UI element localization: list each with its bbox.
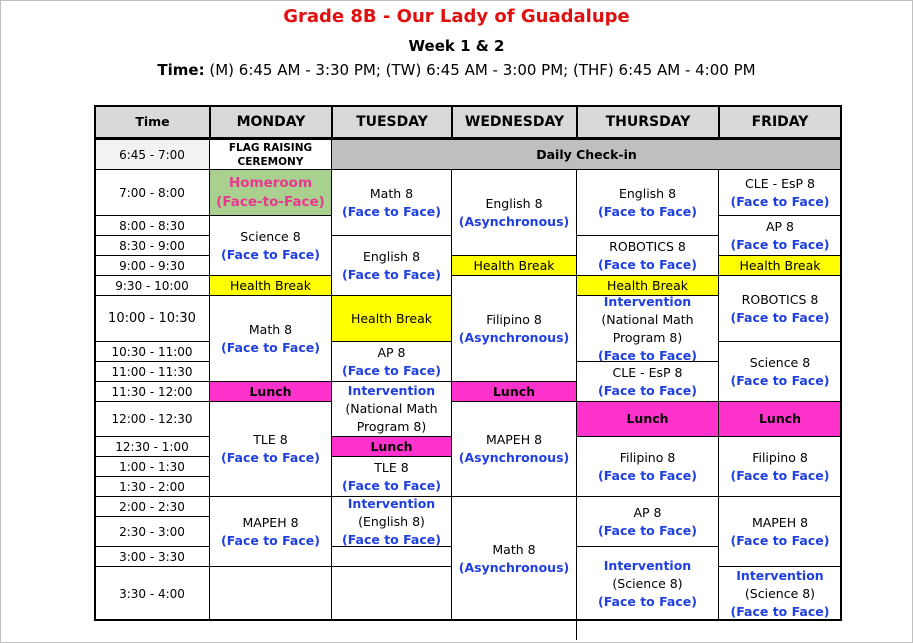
subject-name: MAPEH 8 xyxy=(242,514,299,530)
week-label: Week 1 & 2 xyxy=(408,37,505,55)
subject-mode: (Asynchronous) xyxy=(458,559,570,575)
monday-empty xyxy=(209,566,332,621)
homeroom-mode: (Face-to-Face) xyxy=(216,193,325,210)
subject-name: Filipino 8 xyxy=(752,449,808,465)
flag-raising-cell xyxy=(209,139,332,170)
homeroom-label: Homeroom xyxy=(228,174,313,191)
time-slot: 7:00 - 8:00 xyxy=(94,169,210,216)
time-slot: 3:30 - 4:00 xyxy=(94,566,210,621)
subject-mode: (Face to Face) xyxy=(342,362,441,378)
subject-name: TLE 8 xyxy=(253,432,288,447)
friday-cle-esp xyxy=(718,169,842,216)
wednesday-english xyxy=(451,169,577,256)
subject-name: AP 8 xyxy=(377,344,406,360)
header-tuesday: TUESDAY xyxy=(331,105,453,139)
friday-mapeh xyxy=(718,496,842,567)
subject-name: ROBOTICS 8 xyxy=(609,238,686,254)
subject-mode: (Face to Face) xyxy=(730,236,830,252)
time-slot: 3:00 - 3:30 xyxy=(94,546,210,567)
subject-mode: (Face to Face) xyxy=(730,532,830,548)
monday-mapeh xyxy=(209,496,332,567)
subject-name: MAPEH 8 xyxy=(751,514,809,530)
monday-lunch: Lunch xyxy=(209,381,332,402)
subject-mode: (Asynchronous) xyxy=(458,450,570,465)
friday-filipino xyxy=(718,436,842,497)
header-time: Time xyxy=(94,105,211,139)
subject-mode: (Face to Face) xyxy=(598,203,697,219)
time-slot: 1:00 - 1:30 xyxy=(94,456,210,477)
subject-name: Science 8 xyxy=(240,228,301,244)
wednesday-filipino xyxy=(451,275,577,382)
subject-mode: (Asynchronous) xyxy=(458,329,570,345)
subject-name: Filipino 8 xyxy=(619,449,676,465)
thursday-intervention-science xyxy=(576,546,719,621)
friday-lunch: Lunch xyxy=(718,401,842,437)
intervention-label: Intervention xyxy=(347,383,436,398)
subject-mode: (Face to Face) xyxy=(598,382,697,398)
schedule-title: Grade 8B - Our Lady of Guadalupe xyxy=(283,6,630,27)
subject-name: Filipino 8 xyxy=(486,311,542,327)
monday-health-break: Health Break xyxy=(209,275,332,296)
thursday-intervention-nmp xyxy=(576,295,719,362)
tuesday-math xyxy=(331,169,452,236)
monday-tle xyxy=(209,401,332,497)
time-slot: 6:45 - 7:00 xyxy=(94,139,210,170)
subject-name: English 8 xyxy=(362,248,421,264)
time-slot: 12:30 - 1:00 xyxy=(94,436,210,457)
tuesday-intervention-nmp xyxy=(331,381,452,437)
time-slot: 8:00 - 8:30 xyxy=(94,215,210,236)
thursday-divider-tail xyxy=(576,621,577,640)
time-summary-text: (M) 6:45 AM - 3:30 PM; (TW) 6:45 AM - 3:00 PM; (THF) 6:45 AM - 4:00 PM xyxy=(204,61,756,79)
subject-mode: (Face to Face) xyxy=(730,372,830,388)
subject-mode: (Face to Face) xyxy=(598,347,697,362)
subject-name: Math 8 xyxy=(248,321,293,337)
time-slot: 8:30 - 9:00 xyxy=(94,235,210,256)
subject-name: Science 8 xyxy=(749,354,811,370)
intervention-detail: (National Math xyxy=(601,311,694,327)
tuesday-health-break: Health Break xyxy=(331,295,452,342)
intervention-label: Intervention xyxy=(603,557,692,573)
subject-mode: (Face to Face) xyxy=(598,256,697,272)
subject-mode: (Face to Face) xyxy=(221,532,320,548)
subject-mode: (Face to Face) xyxy=(730,193,830,209)
subject-name: English 8 xyxy=(485,195,543,211)
subject-mode: (Face to Face) xyxy=(730,603,830,619)
intervention-label: Intervention xyxy=(736,567,824,583)
friday-ap xyxy=(718,215,842,256)
subject-mode: (Face to Face) xyxy=(730,309,830,325)
thursday-robotics xyxy=(576,235,719,276)
flag-raising-line1: FLAG RAISING xyxy=(228,141,313,154)
subject-mode: (Face to Face) xyxy=(730,467,830,483)
intervention-label: Intervention xyxy=(347,496,436,511)
subject-mode: (Face to Face) xyxy=(342,477,441,493)
time-summary xyxy=(0,61,913,79)
subject-mode: (Face to Face) xyxy=(221,246,320,262)
time-slot: 2:00 - 2:30 xyxy=(94,496,210,517)
subject-name: Math 8 xyxy=(369,185,414,201)
flag-raising-line2: CEREMONY xyxy=(237,155,304,168)
tuesday-lunch: Lunch xyxy=(331,436,452,457)
subject-name: CLE - EsP 8 xyxy=(745,175,815,191)
intervention-detail: Program 8) xyxy=(612,329,683,345)
header-wednesday: WEDNESDAY xyxy=(451,105,578,139)
subject-mode: (Face to Face) xyxy=(221,450,320,465)
subject-mode: (Face to Face) xyxy=(342,531,441,547)
header-friday: FRIDAY xyxy=(718,105,842,139)
time-slot: 10:30 - 11:00 xyxy=(94,341,210,362)
subject-name: English 8 xyxy=(618,185,677,201)
time-slot: 9:00 - 9:30 xyxy=(94,255,210,276)
intervention-detail: (National Math xyxy=(345,401,438,416)
subject-mode: (Asynchronous) xyxy=(458,213,570,229)
wednesday-mapeh xyxy=(451,401,577,497)
subject-mode: (Face to Face) xyxy=(221,339,320,355)
time-slot: 11:30 - 12:00 xyxy=(94,381,210,402)
thursday-cle-esp xyxy=(576,361,719,402)
friday-science xyxy=(718,341,842,402)
subject-mode: (Face to Face) xyxy=(342,203,441,219)
tuesday-empty xyxy=(331,566,452,621)
monday-science xyxy=(209,215,332,276)
tuesday-tle xyxy=(331,456,452,497)
time-summary-label: Time: xyxy=(157,61,205,79)
subject-mode: (Face to Face) xyxy=(598,522,697,538)
subject-name: AP 8 xyxy=(633,504,662,520)
friday-health-break: Health Break xyxy=(718,255,842,276)
tuesday-intervention-english xyxy=(331,496,452,547)
intervention-detail: (English 8) xyxy=(358,513,425,529)
monday-homeroom xyxy=(209,169,332,216)
time-slot: 11:00 - 11:30 xyxy=(94,361,210,382)
time-slot: 10:00 - 10:30 xyxy=(94,295,210,342)
time-slot: 9:30 - 10:00 xyxy=(94,275,210,296)
thursday-lunch: Lunch xyxy=(576,401,719,437)
header-monday: MONDAY xyxy=(209,105,333,139)
intervention-label: Intervention xyxy=(603,295,692,309)
subject-name: ROBOTICS 8 xyxy=(741,291,819,307)
thursday-english xyxy=(576,169,719,236)
subject-name: MAPEH 8 xyxy=(485,432,543,447)
subject-name: Math 8 xyxy=(492,541,536,557)
time-slot: 12:00 - 12:30 xyxy=(94,401,210,437)
subject-name: AP 8 xyxy=(765,218,794,234)
wednesday-health-break: Health Break xyxy=(451,255,577,276)
tuesday-empty xyxy=(331,546,452,567)
intervention-detail: (Science 8) xyxy=(612,575,683,591)
tuesday-english xyxy=(331,235,452,296)
friday-robotics xyxy=(718,275,842,342)
thursday-ap xyxy=(576,496,719,547)
subject-mode: (Face to Face) xyxy=(598,467,697,483)
intervention-detail: Program 8) xyxy=(356,419,427,434)
thursday-filipino xyxy=(576,436,719,497)
time-slot: 1:30 - 2:00 xyxy=(94,476,210,497)
subject-name: CLE - EsP 8 xyxy=(612,364,683,380)
wednesday-math xyxy=(451,496,577,621)
header-thursday: THURSDAY xyxy=(576,105,720,139)
tuesday-ap xyxy=(331,341,452,382)
daily-checkin-cell: Daily Check-in xyxy=(331,139,842,170)
subject-name: TLE 8 xyxy=(374,459,409,475)
intervention-detail: (Science 8) xyxy=(744,585,816,601)
wednesday-lunch: Lunch xyxy=(451,381,577,402)
subject-mode: (Face to Face) xyxy=(598,593,697,609)
subject-mode: (Face to Face) xyxy=(342,266,441,282)
friday-intervention-science xyxy=(718,566,842,621)
thursday-health-break: Health Break xyxy=(576,275,719,296)
time-slot: 2:30 - 3:00 xyxy=(94,516,210,547)
monday-math xyxy=(209,295,332,382)
